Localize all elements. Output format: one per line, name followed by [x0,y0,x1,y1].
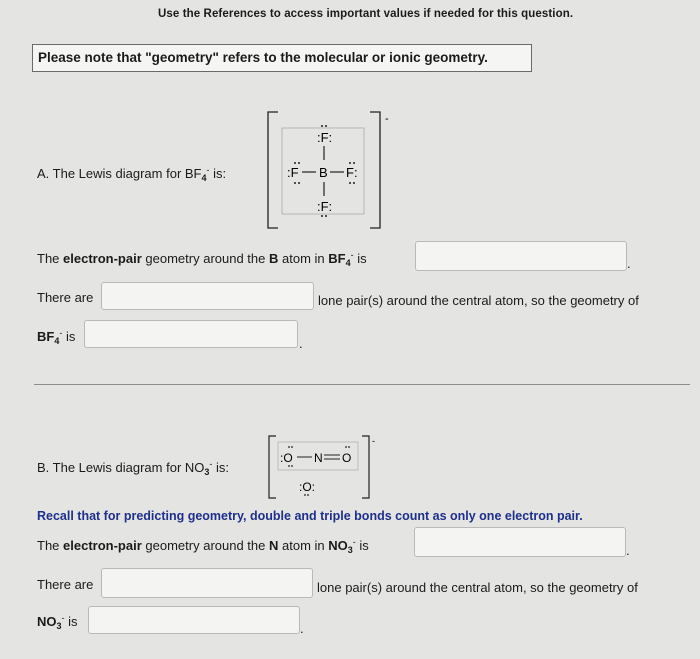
no3-charge: - [372,436,375,446]
bf4-boron: B [319,165,328,180]
references-header: Use the References to access important values if needed for this question. [158,8,574,20]
bf4-charge: - [385,113,389,125]
part-b-lewis-label: B. The Lewis diagram for $NO_3^-$ is: [37,459,230,477]
bf4-lewis-diagram [262,108,402,234]
bf4-right-fluorine: F: [346,165,358,180]
part-b-ep-question: The electron-pair geometry around the N atom in $NO_3^-$ is [37,537,369,555]
part-a-lewis-sub: 4 [201,173,207,183]
part-a-lewis-label [37,166,226,181]
part-b-geometry-label: $NO_3^-$ is [37,613,78,631]
part-a-ep-geometry-input[interactable] [415,241,627,271]
part-a-lewis-suffix: is: [209,166,227,181]
bf4-left-bracket [268,112,278,228]
part-a-geometry-input[interactable] [84,320,298,348]
no3-left-oxygen: :O [280,451,293,465]
bf4-right-bracket [370,112,380,228]
no3-lewis-diagram [264,432,380,502]
part-b-ep-geometry-input[interactable] [414,527,626,557]
no3-right-bracket [362,436,369,498]
part-b-there-are: There are [37,577,94,592]
no3-nitrogen: N [314,451,323,465]
no3-bottom-oxygen: :O: [299,480,316,494]
part-a-there-are: There are [37,290,94,305]
part-b-lone-pair-input[interactable] [101,568,313,598]
part-a-lone-pair-input[interactable] [101,282,314,310]
recall-note: Recall that for predicting geometry, double and triple bonds count as only one electron pair. [37,509,583,523]
part-a-ep-question: The electron-pair geometry around the B atom in $BF_4^-$ is [37,250,367,268]
no3-right-oxygen: O [342,451,352,465]
section-divider [34,384,690,385]
part-a-lone-pair-text: lone pair(s) around the central atom, so the geometry of [318,293,639,308]
part-a-lewis-sup: - [206,165,210,175]
part-b-geometry-input[interactable] [88,606,300,634]
part-a-lewis-prefix: A. The Lewis diagram for BF [37,166,202,181]
part-a-geometry-label: $BF_4^-$ is [37,328,76,346]
geometry-note: Please note that "geometry" refers to the molecular or ionic geometry. [32,44,532,72]
part-b-lone-pair-text: lone pair(s) around the central atom, so the geometry of [317,580,638,595]
bf4-left-fluorine: :F [287,165,299,180]
bf4-bottom-fluorine: :F: [317,199,333,214]
no3-left-bracket [269,436,276,498]
bf4-top-fluorine: :F: [317,130,333,145]
